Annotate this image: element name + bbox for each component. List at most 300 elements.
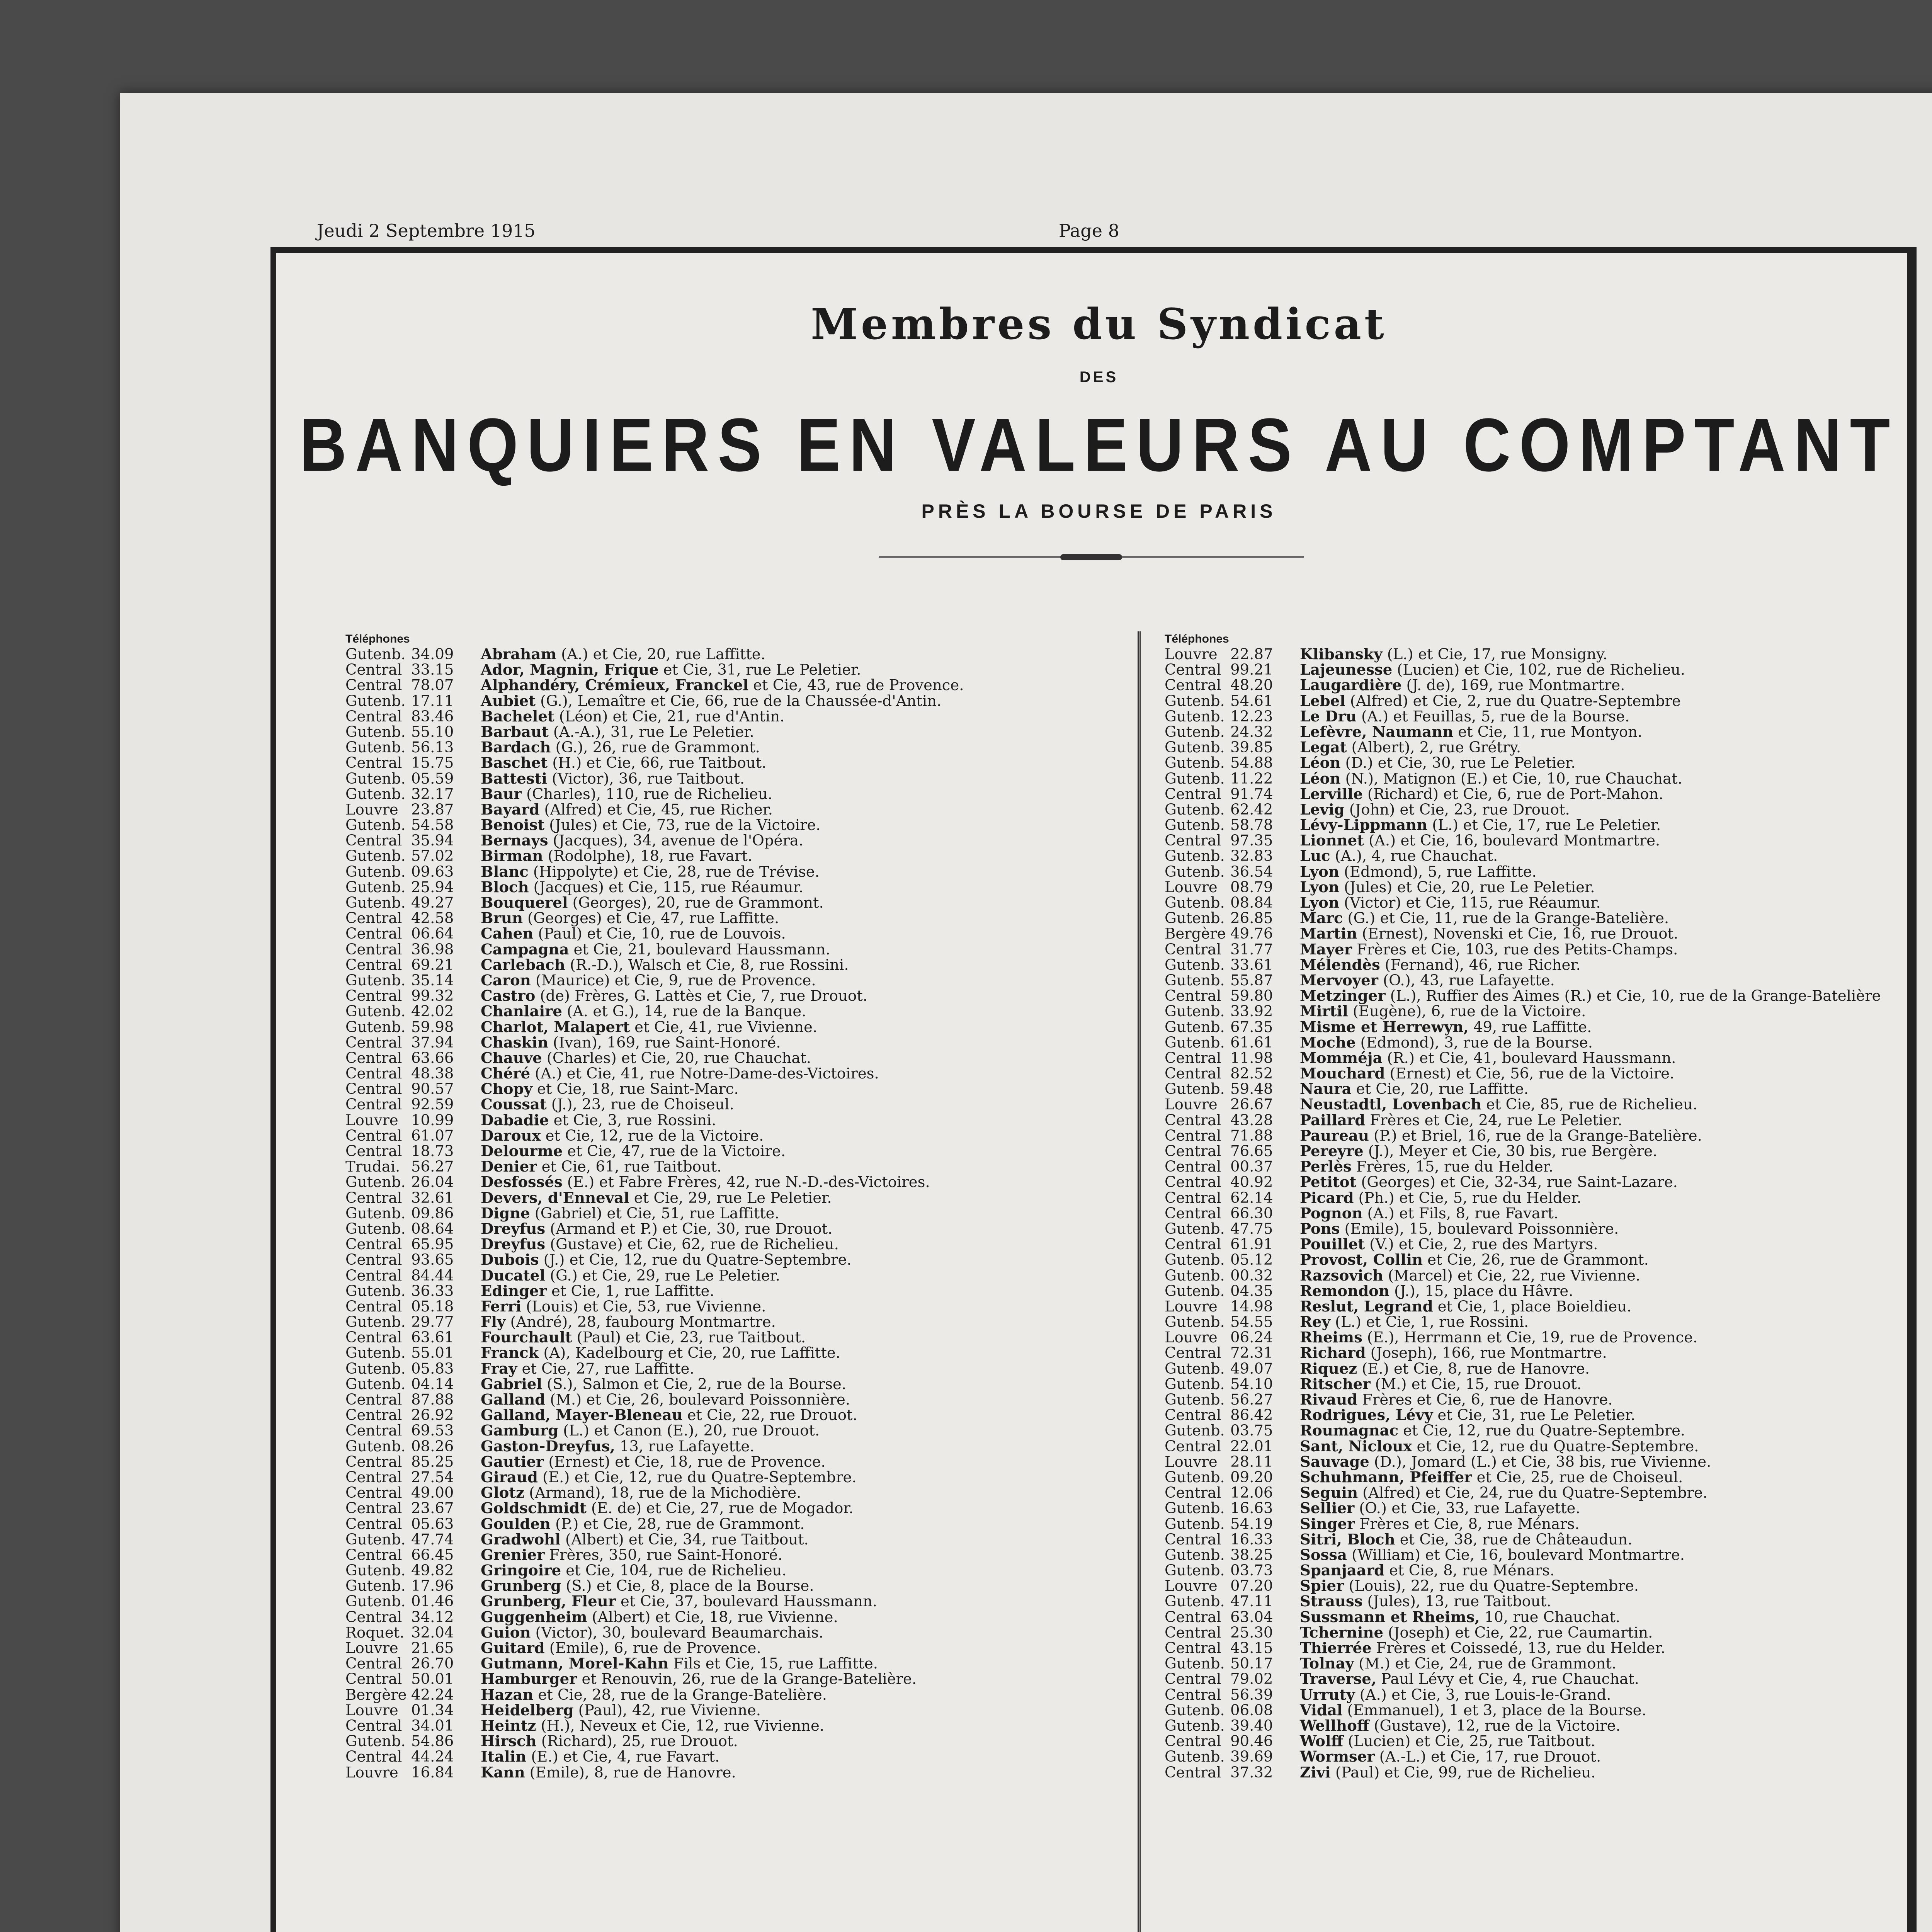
member-name: Spier (1300, 1577, 1344, 1595)
member-address: (Ivan), 169, rue Saint-Honoré. (553, 1034, 781, 1051)
exchange: Gutenb. (1165, 1593, 1225, 1611)
member-address: (Louis), 22, rue du Quatre-Septembre. (1349, 1577, 1639, 1595)
member-address: (Ernest) et Cie, 56, rue de la Victoire. (1389, 1065, 1675, 1083)
member-row (345, 1485, 1060, 1501)
member-address: Paul Lévy et Cie, 4, rue Chauchat. (1381, 1670, 1639, 1688)
member-name: Gradwohl (481, 1531, 561, 1548)
exchange: Central (345, 1236, 402, 1253)
member-name: Brun (481, 910, 523, 927)
member-name: Thierrée (1300, 1639, 1372, 1657)
member-row (345, 818, 1060, 833)
telephones-header: Téléphones (1165, 633, 1229, 645)
member-row (1165, 724, 1906, 740)
member-name: Urruty (1300, 1686, 1355, 1704)
member-name: Hirsch (481, 1733, 537, 1750)
member-address: (M.) et Cie, 24, rue de Grammont. (1359, 1655, 1617, 1673)
member-address: (John) et Cie, 23, rue Drouot. (1349, 801, 1570, 818)
member-address: (Ernest), Novenski et Cie, 16, rue Drouot. (1362, 925, 1679, 943)
member-name: Sellier (1300, 1500, 1355, 1517)
member-address: (Albert), 2, rue Grétry. (1351, 739, 1521, 757)
phone-number: 05.12 (1230, 1251, 1273, 1269)
phone-number: 54.88 (1230, 754, 1273, 772)
phone-number: 49.76 (1230, 925, 1273, 943)
exchange: Gutenb. (1165, 1282, 1225, 1300)
member-address: (L.) et Cie, 17, rue Monsigny. (1387, 646, 1607, 663)
ornament-rule (879, 554, 1304, 560)
phone-number: 87.88 (411, 1391, 454, 1408)
member-row (1165, 818, 1906, 833)
member-name: Gringoire (481, 1562, 561, 1580)
page-number: Page 8 (1059, 220, 1119, 241)
member-name: Lefèvre, Naumann (1300, 723, 1454, 741)
member-name: Marc (1300, 910, 1343, 927)
member-row (1165, 771, 1906, 787)
member-row (345, 957, 1060, 973)
exchange: Central (345, 956, 402, 974)
exchange: Gutenb. (1165, 894, 1225, 912)
member-address: et Cie, 8, rue Ménars. (1389, 1562, 1555, 1580)
member-address: (André), 28, faubourg Montmartre. (510, 1313, 776, 1331)
exchange: Gutenb. (1165, 1267, 1225, 1284)
exchange: Gutenb. (1165, 1717, 1225, 1735)
member-name: Sitri, Bloch (1300, 1531, 1395, 1548)
member-name: Glotz (481, 1484, 525, 1502)
member-name: Goulden (481, 1515, 551, 1533)
member-row (1165, 755, 1906, 771)
exchange: Central (1165, 1158, 1221, 1176)
exchange: Central (1165, 1686, 1221, 1704)
member-address: (L.) et Cie, 1, rue Rossini. (1335, 1313, 1529, 1331)
member-row (1165, 1252, 1906, 1268)
phone-number: 26.92 (411, 1406, 454, 1424)
exchange: Central (1165, 1173, 1221, 1191)
member-address: (Edmond), 5, rue Laffitte. (1344, 863, 1537, 881)
member-row (345, 1035, 1060, 1051)
exchange: Central (1165, 1204, 1221, 1222)
member-name: Lajeunesse (1300, 661, 1393, 679)
member-address: (Victor), 30, boulevard Beaumarchais. (535, 1624, 824, 1641)
phone-number: 82.52 (1230, 1065, 1273, 1083)
member-name: Daroux (481, 1127, 541, 1145)
phone-number: 54.19 (1230, 1515, 1273, 1533)
member-name: Strauss (1300, 1593, 1363, 1611)
member-row (345, 1703, 1060, 1718)
exchange: Gutenb. (1165, 692, 1225, 710)
member-name: Heidelberg (481, 1701, 574, 1719)
member-address: (Georges) et Cie, 47, rue Laffitte. (527, 910, 779, 927)
phone-number: 48.38 (411, 1065, 454, 1083)
member-name: Guggenheim (481, 1608, 587, 1626)
member-row (1165, 1299, 1906, 1315)
exchange: Gutenb. (1165, 816, 1225, 834)
member-address: et Cie, 27, rue Laffitte. (522, 1360, 694, 1378)
member-name: Goldschmidt (481, 1500, 587, 1517)
exchange: Gutenb. (345, 1360, 406, 1378)
exchange: Central (1165, 1608, 1221, 1626)
member-name: Luc (1300, 847, 1330, 865)
member-row (345, 895, 1060, 911)
exchange: Gutenb. (345, 1313, 406, 1331)
member-row (345, 787, 1060, 802)
member-name: Rodrigues, Lévy (1300, 1406, 1433, 1424)
exchange: Louvre (345, 1639, 398, 1657)
member-row (345, 1672, 1060, 1687)
exchange: Bergère (345, 1686, 407, 1704)
member-name: Pognon (1300, 1204, 1363, 1222)
member-address: et Cie, 22, rue Drouot. (687, 1406, 857, 1424)
member-address: (N.), Matignon (E.) et Cie, 10, rue Chauchat. (1345, 770, 1682, 787)
exchange: Central (345, 1655, 402, 1673)
exchange: Louvre (1165, 1096, 1218, 1114)
phone-number: 55.10 (411, 723, 454, 741)
phone-number: 54.55 (1230, 1313, 1273, 1331)
member-row (1165, 1330, 1906, 1345)
exchange: Gutenb. (1165, 1468, 1225, 1486)
phone-number: 35.14 (411, 971, 454, 989)
exchange: Gutenb. (1165, 1360, 1225, 1378)
phone-number: 17.96 (411, 1577, 454, 1595)
member-row (345, 1144, 1060, 1159)
member-address: (Armand et P.) et Cie, 30, rue Drouot. (550, 1220, 833, 1238)
phone-number: 33.15 (411, 661, 454, 679)
phone-number: 16.63 (1230, 1500, 1273, 1517)
phone-number: 63.61 (411, 1329, 454, 1347)
member-address: et Cie, 25, rue de Choiseul. (1476, 1468, 1683, 1486)
exchange: Central (1165, 1484, 1221, 1502)
phone-number: 03.73 (1230, 1562, 1273, 1580)
member-address: et Cie, 104, rue de Richelieu. (566, 1562, 787, 1580)
member-name: Spanjaard (1300, 1562, 1385, 1580)
member-address: (G.), Lemaître et Cie, 66, rue de la Chaussée-d'Antin. (540, 692, 942, 710)
member-row (1165, 1097, 1906, 1112)
member-address: (Paul) et Cie, 99, rue de Richelieu. (1335, 1764, 1596, 1781)
member-row (1165, 1268, 1906, 1284)
exchange: Gutenb. (345, 1344, 406, 1362)
member-name: Riquez (1300, 1360, 1357, 1378)
phone-number: 08.26 (411, 1437, 454, 1455)
phone-number: 47.75 (1230, 1220, 1273, 1238)
member-row (345, 662, 1060, 678)
member-row (345, 694, 1060, 709)
member-address: (A.) et Cie, 16, boulevard Montmartre. (1368, 832, 1660, 850)
exchange: Central (345, 1468, 402, 1486)
member-name: Wolff (1300, 1733, 1344, 1750)
member-name: Metzinger (1300, 987, 1386, 1005)
member-row (1165, 1703, 1906, 1718)
member-name: Levig (1300, 801, 1345, 818)
member-name: Ador, Magnin, Frique (481, 661, 659, 679)
member-name: Lebel (1300, 692, 1345, 710)
phone-number: 08.84 (1230, 894, 1273, 912)
member-address: Fils et Cie, 15, rue Laffitte. (673, 1655, 878, 1673)
member-name: Bloch (481, 878, 529, 896)
member-row (1165, 1423, 1906, 1439)
member-name: Dreyfus (481, 1236, 546, 1253)
phone-number: 11.98 (1230, 1049, 1273, 1067)
member-name: Tchernine (1300, 1624, 1383, 1641)
exchange: Gutenb. (345, 1437, 406, 1455)
member-address: et Cie, 41, rue Vivienne. (634, 1018, 818, 1036)
member-row (345, 1734, 1060, 1749)
phone-number: 37.94 (411, 1034, 454, 1051)
phone-number: 54.10 (1230, 1375, 1273, 1393)
member-name: Hazan (481, 1686, 534, 1704)
member-name: Alphandéry, Crémieux, Franckel (481, 677, 749, 694)
member-row (1165, 1206, 1906, 1221)
member-row (345, 1625, 1060, 1641)
phone-number: 08.64 (411, 1220, 454, 1238)
exchange: Gutenb. (1165, 1701, 1225, 1719)
phone-number: 07.20 (1230, 1577, 1273, 1595)
phone-number: 23.87 (411, 801, 454, 818)
member-row (345, 647, 1060, 662)
exchange: Central (1165, 1437, 1221, 1455)
member-row (345, 988, 1060, 1004)
exchange: Gutenb. (1165, 1018, 1225, 1036)
phone-number: 33.92 (1230, 1003, 1273, 1020)
member-address: et Cie, 26, rue de Grammont. (1427, 1251, 1649, 1269)
exchange: Gutenb. (345, 863, 406, 881)
member-row (1165, 1284, 1906, 1299)
member-name: Pons (1300, 1220, 1340, 1238)
member-name: Rey (1300, 1313, 1331, 1331)
member-address: (Charles), 110, rue de Richelieu. (526, 785, 772, 803)
member-name: Delourme (481, 1143, 563, 1160)
exchange: Gutenb. (345, 1562, 406, 1580)
exchange: Central (345, 661, 402, 679)
member-row (1165, 802, 1906, 818)
member-row (345, 1749, 1060, 1765)
member-address: et Cie, 12, rue du Quatre-Septembre. (1403, 1422, 1685, 1440)
member-address: (Albert) et Cie, 34, rue Taitbout. (565, 1531, 809, 1548)
member-address: (J.), 23, rue de Choiseul. (551, 1096, 734, 1114)
member-row (1165, 880, 1906, 895)
member-name: Le Dru (1300, 707, 1357, 725)
column-separator (1138, 631, 1141, 1932)
phone-number: 12.06 (1230, 1484, 1273, 1502)
exchange: Central (1165, 785, 1221, 803)
member-row (345, 802, 1060, 818)
phone-number: 06.08 (1230, 1701, 1273, 1719)
member-name: Chopy (481, 1080, 532, 1098)
phone-number: 34.09 (411, 646, 454, 663)
member-row (345, 1361, 1060, 1377)
member-row (1165, 1594, 1906, 1609)
phone-number: 22.87 (1230, 646, 1273, 663)
exchange: Gutenb. (1165, 1422, 1225, 1440)
exchange: Gutenb. (345, 1003, 406, 1020)
member-address: (D.), Jomard (L.) et Cie, 38 bis, rue Vivienne. (1374, 1453, 1711, 1471)
member-name: Vidal (1300, 1701, 1343, 1719)
phone-number: 99.21 (1230, 661, 1273, 679)
member-name: Lyon (1300, 878, 1339, 896)
exchange: Gutenb. (345, 971, 406, 989)
member-address: et Cie, 29, rue Le Peletier. (634, 1189, 832, 1207)
exchange: Louvre (1165, 1577, 1218, 1595)
member-row (345, 1206, 1060, 1221)
member-name: Galland (481, 1391, 546, 1408)
member-row (345, 1082, 1060, 1097)
exchange: Central (1165, 1065, 1221, 1083)
member-address: Frères et Cie, 24, rue Le Peletier. (1370, 1111, 1622, 1129)
phone-number: 61.91 (1230, 1236, 1273, 1253)
member-row (1165, 1113, 1906, 1128)
phone-number: 86.42 (1230, 1406, 1273, 1424)
member-row (1165, 709, 1906, 724)
member-name: Castro (481, 987, 536, 1005)
phone-number: 22.01 (1230, 1437, 1273, 1455)
member-address: (H.) et Cie, 66, rue Taitbout. (552, 754, 767, 772)
member-row (345, 678, 1060, 693)
phone-number: 58.78 (1230, 816, 1273, 834)
exchange: Central (345, 1189, 402, 1207)
exchange: Gutenb. (345, 1375, 406, 1393)
member-name: Misme et Herrewyn, (1300, 1018, 1469, 1036)
member-name: Carlebach (481, 956, 565, 974)
phone-number: 54.61 (1230, 692, 1273, 710)
member-name: Guion (481, 1624, 531, 1641)
exchange: Central (345, 1080, 402, 1098)
member-address: (Georges) et Cie, 32-34, rue Saint-Lazare. (1361, 1173, 1678, 1191)
exchange: Gutenb. (1165, 1375, 1225, 1393)
exchange: Central (1165, 1236, 1221, 1253)
member-name: Campagna (481, 940, 569, 958)
member-name: Momméja (1300, 1049, 1383, 1067)
exchange: Gutenb. (1165, 847, 1225, 865)
member-address: (E.) et Cie, 4, rue Favart. (531, 1748, 720, 1766)
member-row (345, 864, 1060, 880)
phone-number: 39.69 (1230, 1748, 1273, 1766)
member-row (345, 1159, 1060, 1175)
phone-number: 49.07 (1230, 1360, 1273, 1378)
member-name: Mayer (1300, 940, 1352, 958)
member-row (345, 1066, 1060, 1082)
member-row (345, 1377, 1060, 1392)
phone-number: 34.12 (411, 1608, 454, 1626)
title-des: DES (1079, 369, 1119, 386)
exchange: Gutenb. (345, 847, 406, 865)
member-name: Bayard (481, 801, 540, 818)
exchange: Central (345, 1267, 402, 1284)
phone-number: 84.44 (411, 1267, 454, 1284)
phone-number: 38.25 (1230, 1546, 1273, 1564)
member-name: Razsovich (1300, 1267, 1383, 1284)
member-row (1165, 1532, 1906, 1548)
member-row (345, 1532, 1060, 1548)
exchange: Central (1165, 940, 1221, 958)
member-address: et Cie, 31, rue Le Peletier. (1437, 1406, 1636, 1424)
member-address: (Victor) et Cie, 115, rue Réaumur. (1344, 894, 1601, 912)
phone-number: 49.82 (411, 1562, 454, 1580)
exchange: Gutenb. (1165, 1562, 1225, 1580)
member-name: Gaston-Dreyfus, (481, 1437, 615, 1455)
exchange: Gutenb. (1165, 1515, 1225, 1533)
phone-number: 00.32 (1230, 1267, 1273, 1284)
member-name: Lyon (1300, 894, 1339, 912)
member-address: (G.) et Cie, 11, rue de la Grange-Batelière. (1347, 910, 1669, 927)
member-name: Martin (1300, 925, 1357, 943)
exchange: Central (1165, 1639, 1221, 1657)
member-name: Ritscher (1300, 1375, 1371, 1393)
phone-number: 59.48 (1230, 1080, 1273, 1098)
member-row (1165, 1485, 1906, 1501)
phone-number: 16.84 (411, 1764, 454, 1781)
member-address: (Ph.) et Cie, 5, rue du Helder. (1358, 1189, 1582, 1207)
member-address: et Cie, 47, rue de la Victoire. (567, 1143, 786, 1160)
member-address: Frères, 15, rue du Helder. (1356, 1158, 1554, 1176)
phone-number: 36.33 (411, 1282, 454, 1300)
member-row (1165, 1408, 1906, 1423)
exchange: Central (345, 754, 402, 772)
phone-number: 59.98 (411, 1018, 454, 1036)
phone-number: 93.65 (411, 1251, 454, 1269)
phone-number: 42.24 (411, 1686, 454, 1704)
phone-number: 57.02 (411, 847, 454, 865)
phone-number: 66.45 (411, 1546, 454, 1564)
member-row (1165, 926, 1906, 942)
phone-number: 91.74 (1230, 785, 1273, 803)
exchange: Central (345, 925, 402, 943)
phone-number: 29.77 (411, 1313, 454, 1331)
member-name: Lyon (1300, 863, 1339, 881)
exchange: Louvre (345, 1764, 398, 1781)
member-row (1165, 1625, 1906, 1641)
member-address: (Paul), 42, rue Vivienne. (578, 1701, 761, 1719)
member-row (1165, 1734, 1906, 1749)
member-row (1165, 988, 1906, 1004)
exchange: Bergère (1165, 925, 1226, 943)
member-address: et Cie, 21, boulevard Haussmann. (573, 940, 830, 958)
exchange: Gutenb. (1165, 863, 1225, 881)
member-row (1165, 973, 1906, 988)
member-address: (Emile), 8, rue de Hanovre. (529, 1764, 736, 1781)
member-name: Kann (481, 1764, 525, 1781)
member-row (1165, 911, 1906, 926)
member-row (1165, 647, 1906, 662)
member-address: (Emile), 6, rue de Provence. (549, 1639, 761, 1657)
member-name: Bardach (481, 739, 551, 757)
exchange: Central (1165, 1531, 1221, 1548)
phone-number: 92.59 (411, 1096, 454, 1114)
exchange: Central (345, 707, 402, 725)
member-name: Caron (481, 971, 531, 989)
member-row (1165, 1035, 1906, 1051)
member-address: 10, rue Chauchat. (1484, 1608, 1621, 1626)
member-address: (de) Frères, G. Lattès et Cie, 7, rue Drouot. (540, 987, 867, 1005)
phone-number: 78.07 (411, 677, 454, 694)
member-address: (A. et G.), 14, rue de la Banque. (566, 1003, 806, 1020)
member-name: Provost, Collin (1300, 1251, 1423, 1269)
phone-number: 26.67 (1230, 1096, 1273, 1114)
member-name: Mirtil (1300, 1003, 1348, 1020)
member-row (1165, 678, 1906, 693)
member-address: Frères et Cie, 6, rue de Hanovre. (1362, 1391, 1613, 1408)
phone-number: 99.32 (411, 987, 454, 1005)
member-row (1165, 1718, 1906, 1734)
member-address: (A.) et Cie, 41, rue Notre-Dame-des-Victoires. (535, 1065, 879, 1083)
exchange: Gutenb. (1165, 1080, 1225, 1098)
exchange: Gutenb. (345, 1282, 406, 1300)
exchange: Central (1165, 1143, 1221, 1160)
member-address: (M.) et Cie, 26, boulevard Poissonnière. (550, 1391, 850, 1408)
member-row (1165, 1765, 1906, 1781)
exchange: Central (345, 1484, 402, 1502)
member-row (1165, 942, 1906, 957)
member-address: (Jules) et Cie, 20, rue Le Peletier. (1344, 878, 1595, 896)
member-address: et Cie, 1, place Boieldieu. (1437, 1298, 1632, 1315)
members-list-right (1165, 631, 1906, 1781)
phone-number: 36.98 (411, 940, 454, 958)
